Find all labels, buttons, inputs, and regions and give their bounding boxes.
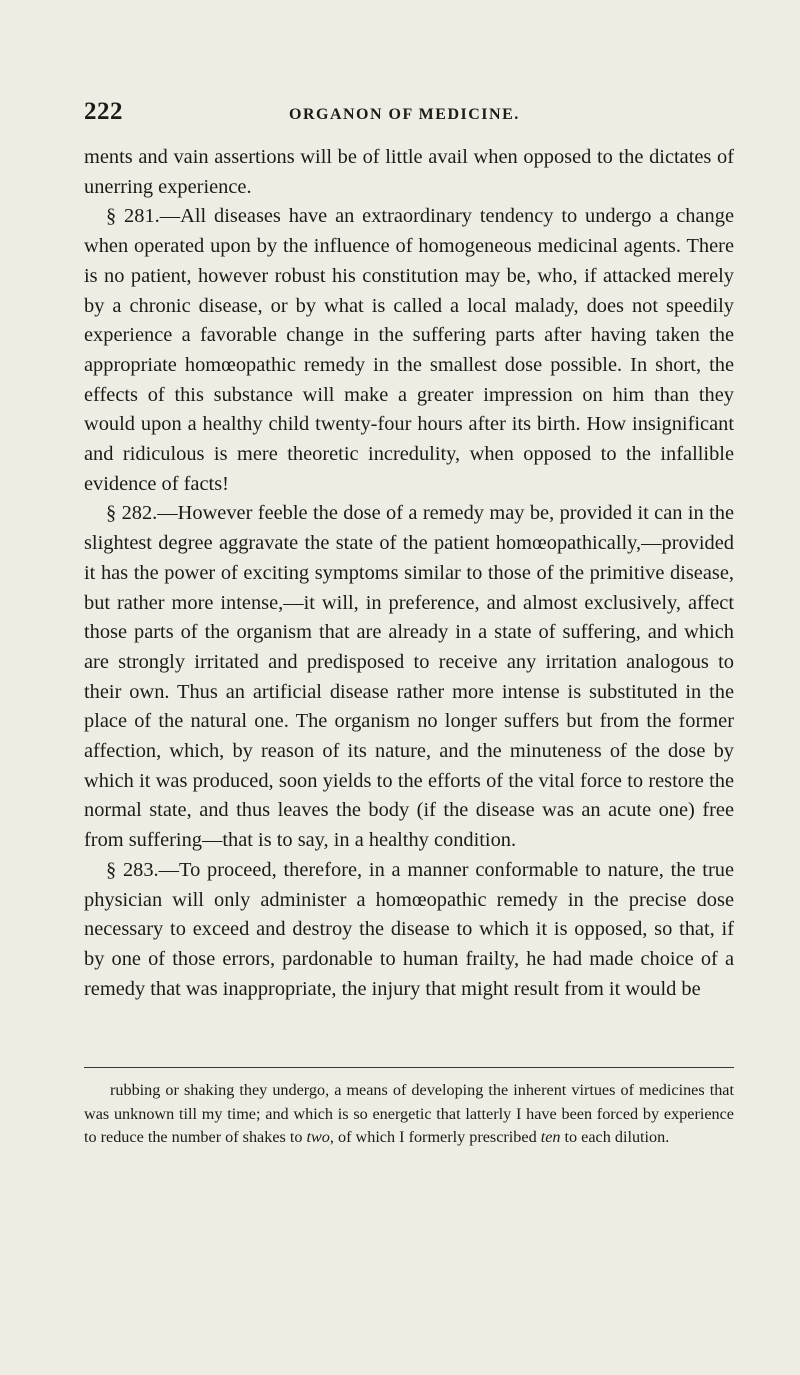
- paragraph-section-281: § 281.—All diseases have an extraordinary tendency to undergo a change when operated upon by the influence of homogeneous medicinal agents. There is no patient, however robust his constitution may be, who, if attacked merely by a chronic disease, or by what is called a local malady, does not speedily experience a favorable change in the suffering parts after having taken the appropriate homœopathic remedy in the smallest dose possible. In short, the effects of this substance will make a greater impression on him than they would upon a healthy child twenty-four hours after its birth. How insignificant and ridiculous is mere theoretic incredulity, when opposed to the infallible evidence of facts!: [84, 205, 734, 495]
- page-header: [84, 98, 734, 130]
- body-text: [84, 143, 734, 1004]
- paragraph-section-282: § 282.—However feeble the dose of a remedy may be, provided it can in the slightest degree aggravate the state of the patient homœopathically,—provided it has the power of exciting symptoms similar to those of the primitive disease, but rather more intense,—it will, in preference, and almost exclusively, affect those parts of the organism that are already in a state of suffering, and which are strongly irritated and predisposed to receive any irritation analogous to their own. Thus an artificial disease rather more intense is substituted in the place of the natural one. The organism no longer suffers but from the former affection, which, by reason of its nature, and the minuteness of the dose by which it was produced, soon yields to the efforts of the vital force to restore the normal state, and thus leaves the body (if the disease was an acute one) free from suffering—that is to say, in a healthy condition.: [84, 502, 734, 852]
- page-number: 222: [84, 98, 123, 125]
- footnote: [84, 1079, 734, 1150]
- footnote-text-3: to each dilution.: [560, 1128, 670, 1146]
- footnote-divider: [84, 1067, 734, 1068]
- paragraph-continuation: ments and vain assertions will be of little avail when opposed to the dictates of unerring experience.: [84, 146, 734, 198]
- footnote-emphasis-two: two: [306, 1128, 330, 1146]
- paragraph-section-283: § 283.—To proceed, therefore, in a manner conformable to nature, the true physician will only administer a homœopathic remedy in the precise dose necessary to exceed and destroy the disease to which it is opposed, so that, if by one of those errors, pardonable to human frailty, he had made choice of a remedy that was inappropriate, the injury that might result from it would be: [84, 858, 734, 1000]
- footnote-text-2: , of which I formerly prescribed: [329, 1128, 541, 1146]
- footnote-text-1: rubbing or shaking they undergo, a means of developing the inherent virtues of medicines that was unknown till my time; and which is so energetic that latterly I have been forced by experience to reduce the number of shakes to: [84, 1081, 734, 1146]
- running-title: ORGANON OF MEDICINE.: [289, 106, 520, 123]
- footnote-emphasis-ten: ten: [540, 1128, 561, 1146]
